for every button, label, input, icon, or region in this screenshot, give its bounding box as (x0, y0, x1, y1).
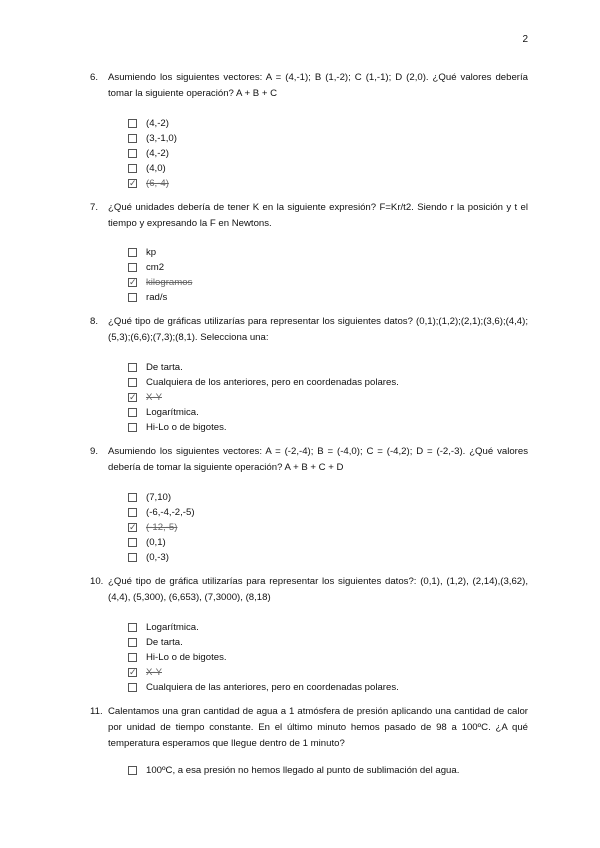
checkbox-icon[interactable] (128, 119, 137, 128)
checkbox-icon[interactable] (128, 293, 137, 302)
checkbox-icon[interactable] (128, 623, 137, 632)
option-label: De tarta. (146, 636, 183, 648)
checkbox-icon[interactable] (128, 378, 137, 387)
option-label: (4,0) (146, 162, 166, 174)
question-number: 8. (90, 316, 99, 327)
option[interactable] (128, 390, 528, 405)
option[interactable] (128, 176, 528, 191)
question-11 (90, 704, 528, 778)
checkbox-checked-icon[interactable] (128, 278, 137, 287)
checkbox-icon[interactable] (128, 149, 137, 158)
option[interactable] (128, 260, 528, 275)
option[interactable] (128, 275, 528, 290)
option[interactable] (128, 161, 528, 176)
option-label: (-12,-5) (146, 521, 178, 533)
checkbox-icon[interactable] (128, 538, 137, 547)
checkbox-checked-icon[interactable] (128, 179, 137, 188)
question-7 (90, 200, 528, 305)
checkbox-checked-icon[interactable] (128, 393, 137, 402)
checkbox-icon[interactable] (128, 363, 137, 372)
question-text: Calentamos una gran cantidad de agua a 1 atmósfera de presión aplicando una cantidad de calor por unidad de tiempo constante. En el último minuto hemos pasado de 98 a 100ºC. ¿A qué temperatura esperamos que llegue dentro de 1 minuto? (108, 706, 528, 749)
option-label: X-Y (146, 391, 162, 403)
option-label: (-6,-4,-2,-5) (146, 506, 195, 518)
option-label: Cualquiera de las anteriores, pero en coordenadas polares. (146, 681, 399, 693)
checkbox-icon[interactable] (128, 263, 137, 272)
question-number: 9. (90, 446, 99, 457)
option-label: De tarta. (146, 361, 183, 373)
option[interactable] (128, 290, 528, 305)
option[interactable] (128, 520, 528, 535)
option-label: (7,10) (146, 491, 172, 503)
option-label: kp (146, 246, 157, 258)
question-text: ¿Qué tipo de gráfica utilizarías para representar los siguientes datos?: (0,1), (1,2), (2,14),(3,62), (4,4), (5,300), (6,653), (7,3000), (8,18) (108, 576, 528, 603)
question-text: Asumiendo los siguientes vectores: A = (4,-1); B (1,-2); C (1,-1); D (2,0). ¿Qué valores debería tomar la siguiente operación? A + B + C (108, 72, 528, 99)
option-label: rad/s (146, 291, 168, 303)
option[interactable] (128, 620, 528, 635)
checkbox-checked-icon[interactable] (128, 668, 137, 677)
option-label: Logarítmica. (146, 621, 199, 633)
checkbox-icon[interactable] (128, 408, 137, 417)
checkbox-icon[interactable] (128, 638, 137, 647)
option-label: (4,-2) (146, 147, 169, 159)
checkbox-icon[interactable] (128, 164, 137, 173)
option-label: (3,-1,0) (146, 132, 177, 144)
option-label: (4,-2) (146, 117, 169, 129)
checkbox-icon[interactable] (128, 134, 137, 143)
option-label: 100ºC, a esa presión no hemos llegado al punto de sublimación del agua. (146, 764, 460, 776)
question-text: ¿Qué tipo de gráficas utilizarías para representar los siguientes datos? (0,1);(1,2);(2,1);(3,6);(4,4);(5,3);(6,6);(7,3);(8,1). Selecciona una: (108, 316, 528, 343)
option[interactable] (128, 405, 528, 420)
option-label: Hi-Lo o de bigotes. (146, 651, 227, 663)
option[interactable] (128, 131, 528, 146)
option[interactable] (128, 116, 528, 131)
option-label: (6,-4) (146, 177, 169, 189)
option[interactable] (128, 146, 528, 161)
checkbox-icon[interactable] (128, 653, 137, 662)
option[interactable] (128, 535, 528, 550)
option[interactable] (128, 665, 528, 680)
checkbox-icon[interactable] (128, 508, 137, 517)
option[interactable] (128, 490, 528, 505)
option[interactable] (128, 420, 528, 435)
checkbox-icon[interactable] (128, 553, 137, 562)
option-label: Cualquiera de los anteriores, pero en coordenadas polares. (146, 376, 399, 388)
option[interactable] (128, 505, 528, 520)
question-number: 7. (90, 202, 99, 213)
option-label: cm2 (146, 261, 165, 273)
option-label: kilogramos (146, 276, 193, 288)
option[interactable] (128, 650, 528, 665)
checkbox-icon[interactable] (128, 423, 137, 432)
question-number: 6. (90, 72, 99, 83)
question-number: 11. (90, 706, 103, 717)
option-label: X-Y (146, 666, 162, 678)
option-label: (0,1) (146, 536, 166, 548)
option-label: Hi-Lo o de bigotes. (146, 421, 227, 433)
question-10 (90, 574, 528, 695)
question-number: 10. (90, 576, 104, 587)
question-8 (90, 314, 528, 435)
option-label: Logarítmica. (146, 406, 199, 418)
checkbox-icon[interactable] (128, 766, 137, 775)
checkbox-icon[interactable] (128, 683, 137, 692)
option[interactable] (128, 680, 528, 695)
question-text: ¿Qué unidades debería de tener K en la siguiente expresión? F=Kr/t2. Siendo r la posición y t el tiempo y expresando la F en Newtons. (108, 202, 528, 229)
question-6 (90, 70, 528, 191)
question-text: Asumiendo los siguientes vectores: A = (-2,-4); B = (-4,0); C = (-4,2); D = (-2,-3). ¿Qué valores debería de tomar la siguiente operación? A + B + C + D (108, 446, 528, 473)
question-9 (90, 444, 528, 565)
page-number: 2 (522, 34, 528, 45)
checkbox-icon[interactable] (128, 493, 137, 502)
option[interactable] (128, 375, 528, 390)
option[interactable] (128, 763, 528, 778)
checkbox-icon[interactable] (128, 248, 137, 257)
option[interactable] (128, 550, 528, 565)
option[interactable] (128, 635, 528, 650)
option[interactable] (128, 360, 528, 375)
option-label: (0,-3) (146, 551, 169, 563)
option[interactable] (128, 245, 528, 260)
checkbox-checked-icon[interactable] (128, 523, 137, 532)
